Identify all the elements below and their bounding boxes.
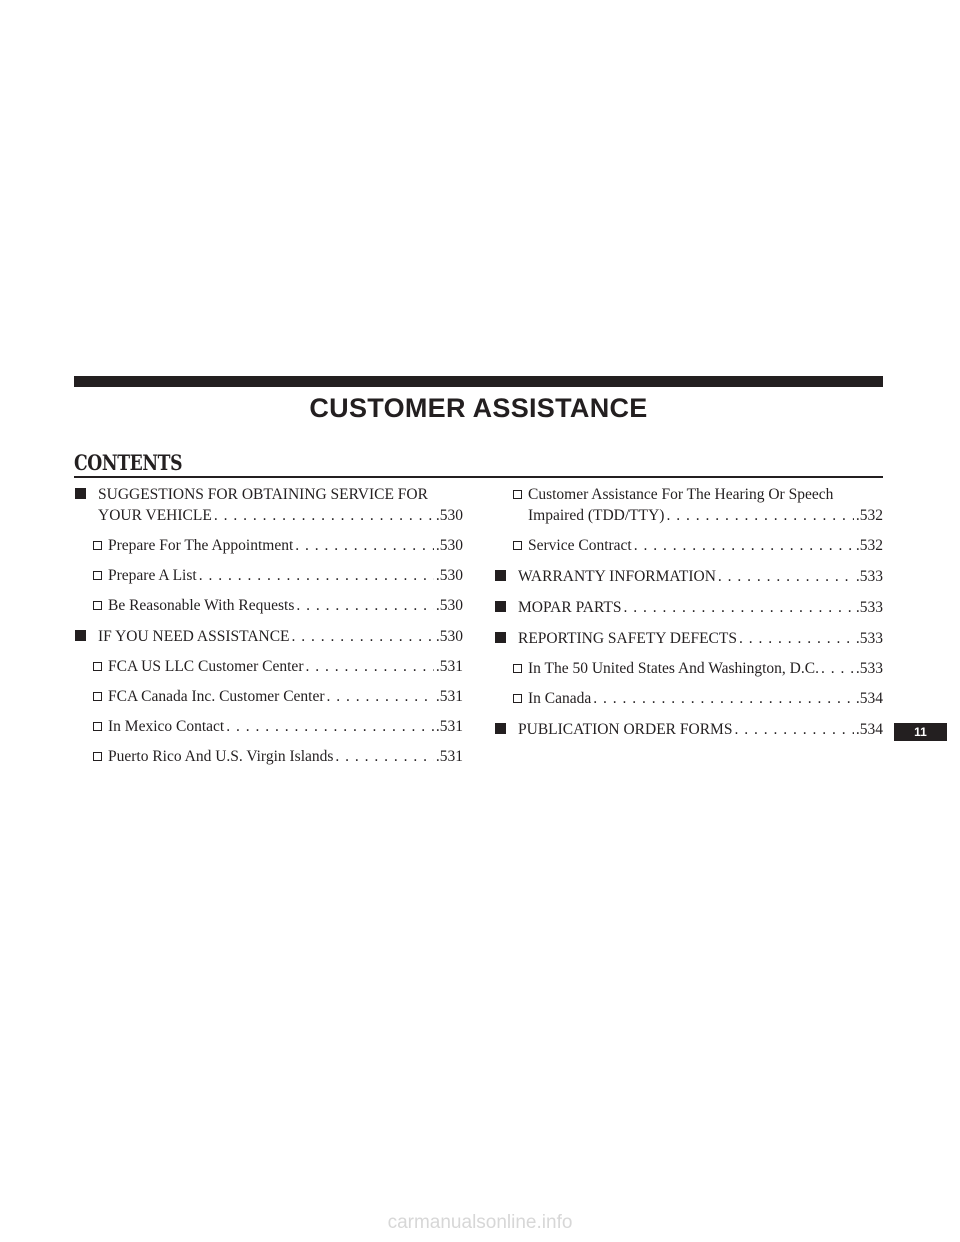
hollow-bullet-icon xyxy=(93,686,102,707)
hollow-bullet-icon xyxy=(93,535,102,556)
hollow-bullet-icon xyxy=(513,688,522,709)
toc-entry[interactable] xyxy=(75,656,463,677)
toc-entry[interactable] xyxy=(495,658,883,679)
toc-entry[interactable] xyxy=(75,565,463,586)
toc-entry[interactable] xyxy=(75,595,463,616)
toc-page-number: .533 xyxy=(855,568,883,585)
hollow-bullet-icon xyxy=(93,565,102,586)
hollow-bullet-icon xyxy=(93,595,102,616)
square-bullet-icon xyxy=(75,626,86,647)
toc-entry-title: FCA Canada Inc. Customer Center xyxy=(108,688,325,705)
hollow-bullet-icon xyxy=(93,746,102,767)
toc-entry[interactable] xyxy=(75,484,463,526)
toc-entry-title: IF YOU NEED ASSISTANCE xyxy=(98,628,290,645)
toc-entry[interactable] xyxy=(495,566,883,587)
toc-page-number: .530 xyxy=(435,628,463,645)
toc-page-number: .532 xyxy=(855,507,883,524)
toc-entry[interactable] xyxy=(495,688,883,709)
dot-leader xyxy=(305,656,433,677)
hollow-bullet-icon xyxy=(93,716,102,737)
toc-page-number: .532 xyxy=(855,537,883,554)
dot-leader xyxy=(739,628,854,649)
dot-leader xyxy=(335,746,433,767)
hollow-bullet-icon xyxy=(513,484,522,505)
toc-page-number: .534 xyxy=(855,721,883,738)
header-bar xyxy=(74,376,883,387)
toc-entry-title: WARRANTY INFORMATION xyxy=(518,568,716,585)
toc-entry-title: In Mexico Contact xyxy=(108,718,225,735)
contents-heading: CONTENTS xyxy=(74,450,183,475)
dot-leader xyxy=(593,688,854,709)
toc-page-number: .530 xyxy=(435,537,463,554)
toc-page-number: .531 xyxy=(435,718,463,735)
dot-leader xyxy=(292,626,434,647)
toc-page-number: .534 xyxy=(855,690,883,707)
toc-page-number: .533 xyxy=(855,630,883,647)
toc-entry[interactable] xyxy=(495,597,883,618)
dot-leader xyxy=(199,565,434,586)
chapter-tab: 11 xyxy=(894,723,947,741)
toc-entry-title: Service Contract xyxy=(528,537,632,554)
dot-leader xyxy=(296,595,434,616)
toc-column-left xyxy=(75,484,463,767)
dot-leader xyxy=(734,719,853,740)
toc-page-number: .531 xyxy=(435,688,463,705)
toc-entry-title: YOUR VEHICLE xyxy=(98,507,212,524)
toc-entry[interactable] xyxy=(75,686,463,707)
square-bullet-icon xyxy=(495,597,506,618)
hollow-bullet-icon xyxy=(513,535,522,556)
toc-page-number: .530 xyxy=(435,507,463,524)
toc-page-number: .533 xyxy=(855,599,883,616)
toc-entry-title: MOPAR PARTS xyxy=(518,599,622,616)
dot-leader xyxy=(821,658,854,679)
chapter-title: CUSTOMER ASSISTANCE xyxy=(309,393,648,423)
contents-rule xyxy=(74,476,883,478)
toc-entry-title: FCA US LLC Customer Center xyxy=(108,658,304,675)
toc-column-right xyxy=(495,484,883,740)
toc-entry-title: Prepare For The Appointment xyxy=(108,537,294,554)
toc-entry-title: In Canada xyxy=(528,690,592,707)
dot-leader xyxy=(295,535,434,556)
dot-leader xyxy=(226,716,434,737)
toc-entry-title: Be Reasonable With Requests xyxy=(108,597,295,614)
toc-entry[interactable] xyxy=(75,746,463,767)
hollow-bullet-icon xyxy=(513,658,522,679)
dot-leader xyxy=(634,535,854,556)
dot-leader xyxy=(623,597,853,618)
hollow-bullet-icon xyxy=(93,656,102,677)
square-bullet-icon xyxy=(75,484,86,505)
toc-entry-title: In The 50 United States And Washington, D.C. xyxy=(528,660,819,677)
toc-entry[interactable] xyxy=(495,535,883,556)
toc-entry-title: Prepare A List xyxy=(108,567,197,584)
toc-page-number: .533 xyxy=(855,660,883,677)
toc-entry[interactable] xyxy=(495,628,883,649)
dot-leader xyxy=(718,566,854,587)
square-bullet-icon xyxy=(495,566,506,587)
toc-page-number: .531 xyxy=(435,658,463,675)
toc-entry-title: PUBLICATION ORDER FORMS xyxy=(518,721,733,738)
toc-page-number: .530 xyxy=(435,567,463,584)
toc-entry-title: Customer Assistance For The Hearing Or Speech xyxy=(528,486,834,503)
dot-leader xyxy=(327,686,434,707)
toc-entry[interactable] xyxy=(75,535,463,556)
toc-entry-title: Impaired (TDD/TTY) xyxy=(528,507,665,524)
dot-leader xyxy=(214,505,434,526)
dot-leader xyxy=(666,505,853,526)
footer-watermark: carmanualsonline.info xyxy=(387,1212,573,1233)
toc-entry[interactable] xyxy=(75,716,463,737)
toc-page-number: .531 xyxy=(435,748,463,765)
toc-entry[interactable] xyxy=(495,484,883,526)
toc-page-number: .530 xyxy=(435,597,463,614)
toc-entry[interactable] xyxy=(75,626,463,647)
toc-entry-title: Puerto Rico And U.S. Virgin Islands xyxy=(108,748,334,765)
toc-entry-title: REPORTING SAFETY DEFECTS xyxy=(518,630,737,647)
toc-entry[interactable] xyxy=(495,719,883,740)
square-bullet-icon xyxy=(495,719,506,740)
toc-entry-title: SUGGESTIONS FOR OBTAINING SERVICE FOR xyxy=(98,486,428,503)
square-bullet-icon xyxy=(495,628,506,649)
